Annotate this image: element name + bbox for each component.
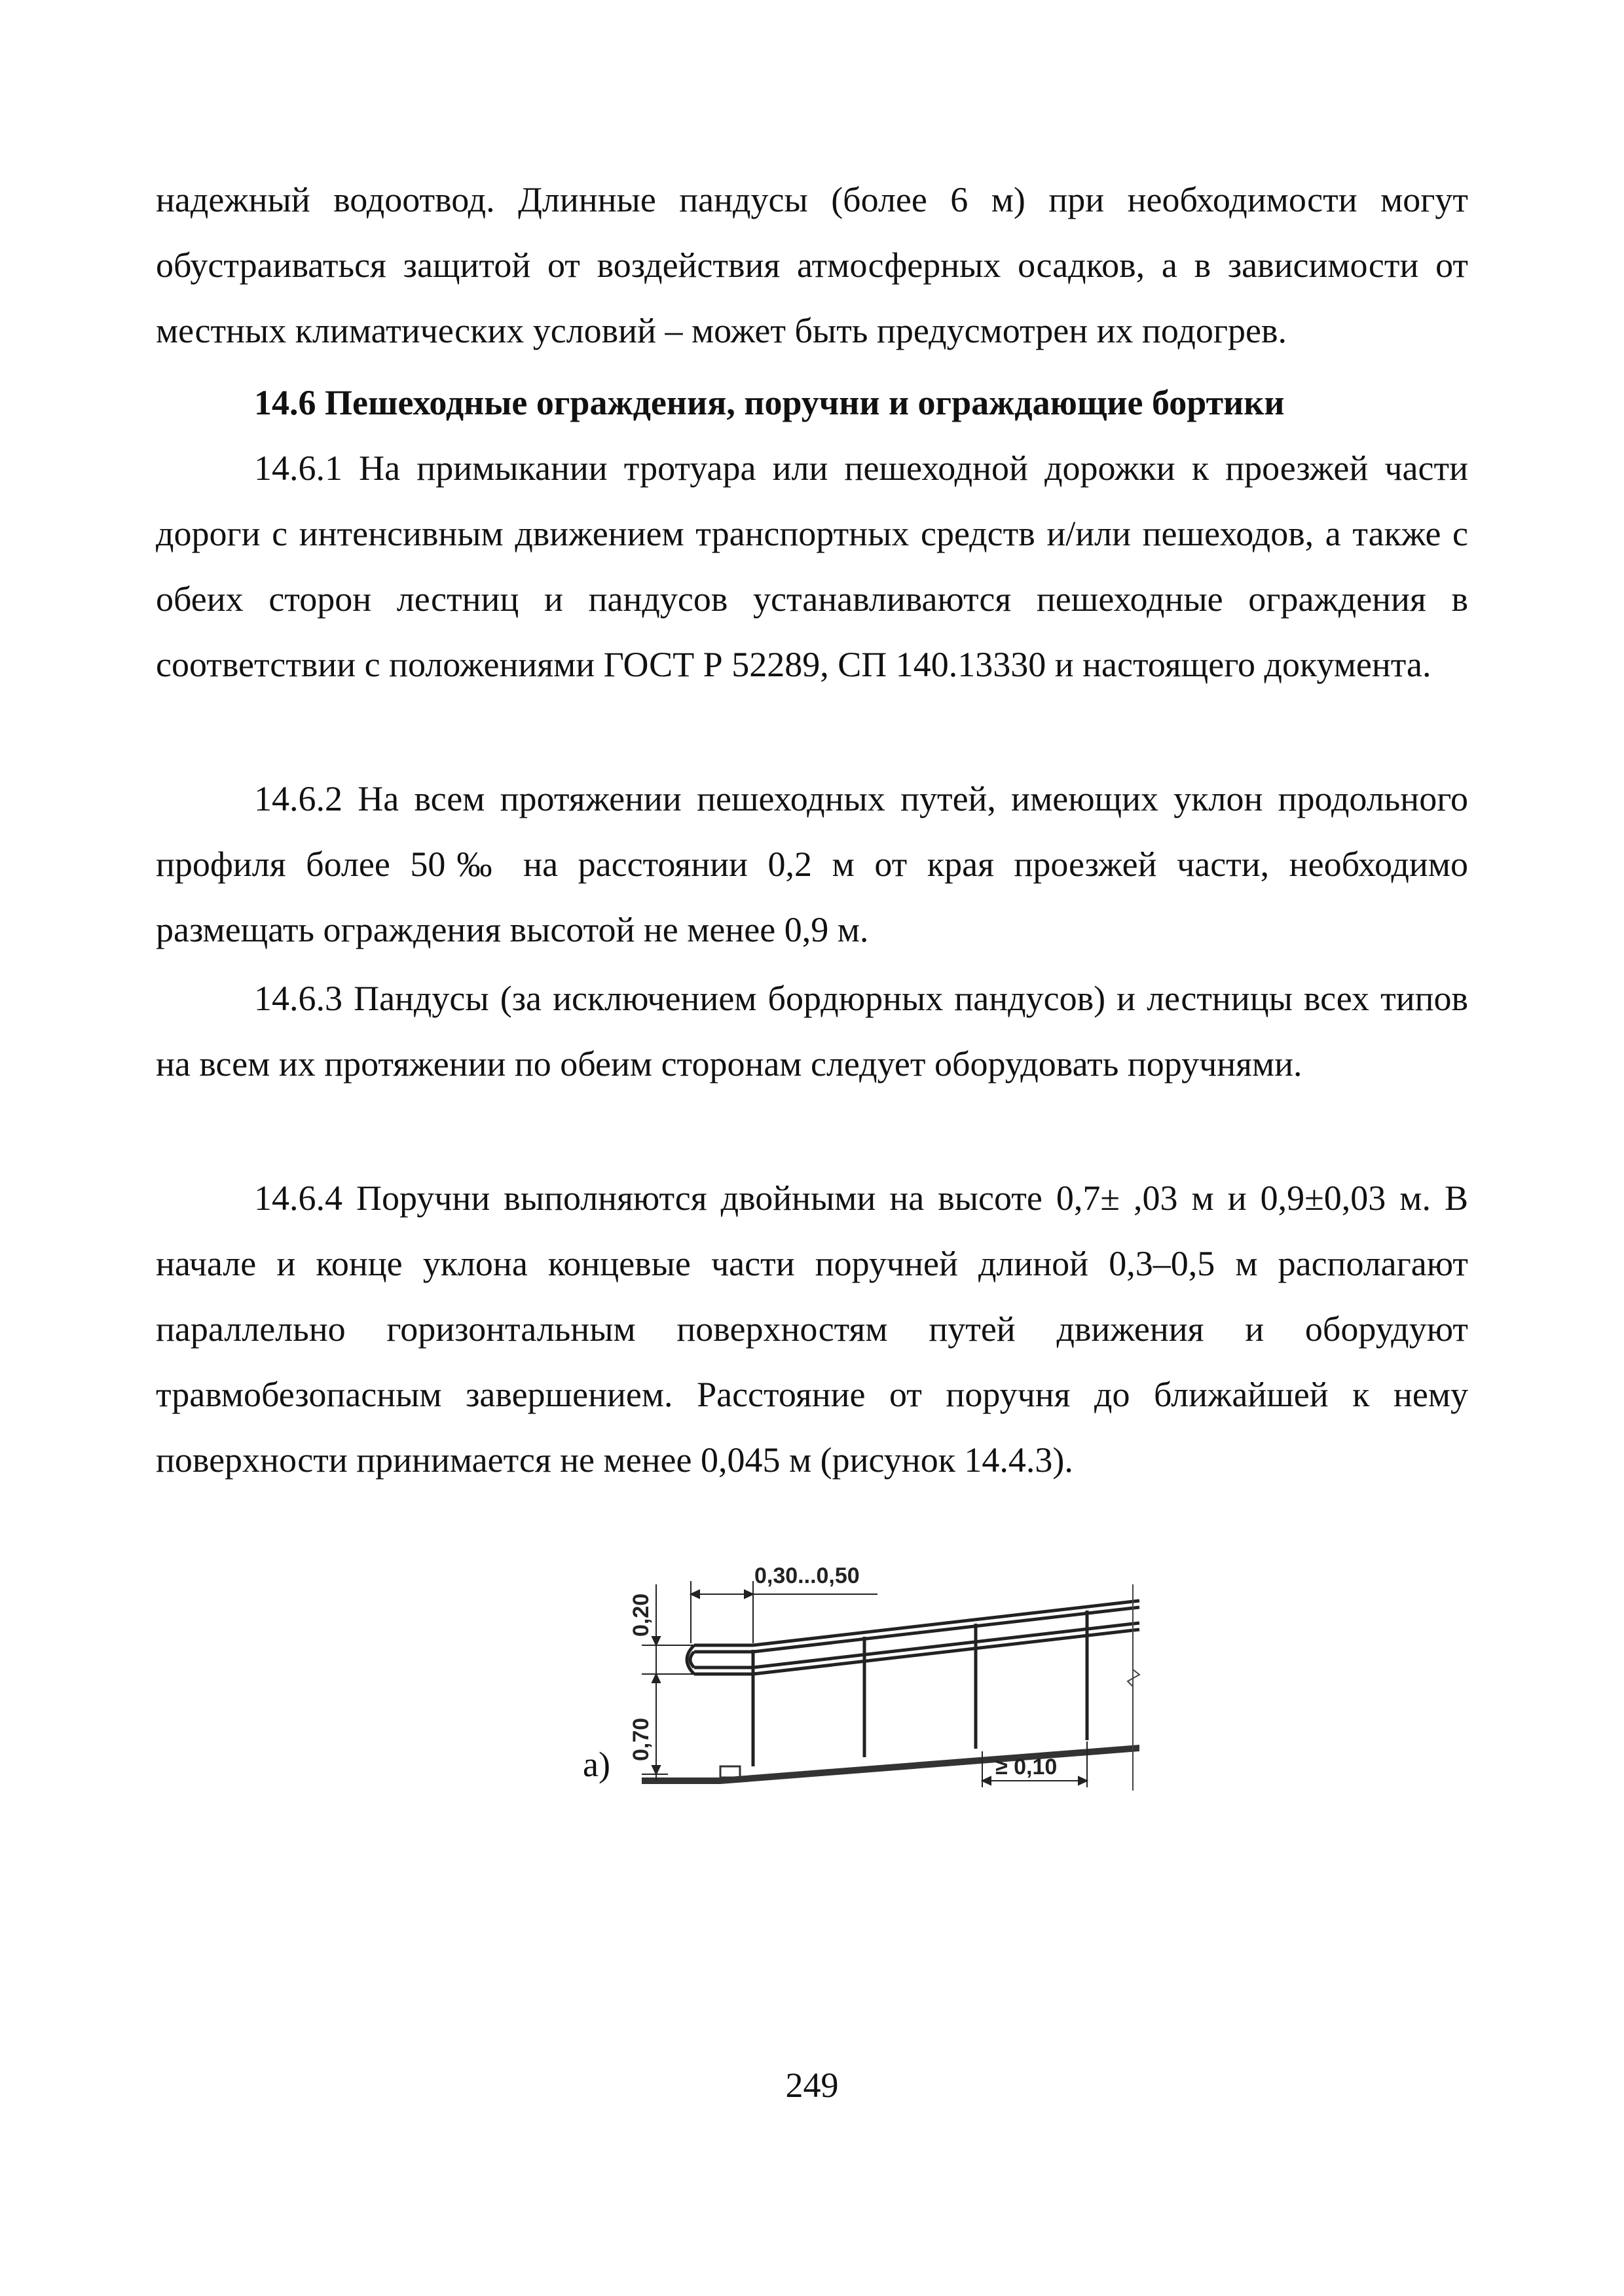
handrails bbox=[687, 1601, 1139, 1674]
paragraph-14-6-4: 14.6.4 Поручни выполняются двойными на высоте 0,7± ,03 м и 0,9±0,03 м. В начале и конце уклона концевые части поручней длиной 0,3–0,5 м располагают параллельно горизонтальным поверхностям путей движения и оборудуют травмобезопасным завершением. Расстояние от поручня до ближайшей к нему поверхности принимается не менее 0,045 м (рисунок 14.4.3). bbox=[156, 1178, 1468, 1480]
paragraph-14-6-1: 14.6.1 На примыкании тротуара или пешеходной дорожки к проезжей части дороги с интенсивным движением транспортных средств и/или пешеходов, а также с обеих сторон лестниц и пандусов устанавливаются пешеходные ограждения в соответствии с положениями ГОСТ Р 52289, СП 140.13330 и настоящего документа. bbox=[156, 448, 1468, 684]
paragraph-intro: надежный водоотвод. Длинные пандусы (более 6 м) при необходимости могут обустраиваться защитой от воздействия атмосферных осадков, а в зависимости от местных климатических условий – может быть предусмотрен их подогрев. bbox=[156, 180, 1468, 350]
dim-end-length: 0,30...0,50 bbox=[754, 1563, 860, 1588]
dim-top-height: 0,20 bbox=[629, 1593, 654, 1637]
handrail-figure bbox=[616, 1545, 1166, 1794]
ground-slab bbox=[642, 1745, 1139, 1784]
dim-bottom-height: 0,70 bbox=[629, 1717, 654, 1761]
section-heading: 14.6 Пешеходные ограждения, поручни и ограждающие бортики bbox=[254, 383, 1285, 422]
paragraph-14-6-2: 14.6.2 На всем протяжении пешеходных путей, имеющих уклон продольного профиля более 50‰ на расстоянии 0,2 м от края проезжей части, необходимо размещать ограждения высотой не менее 0,9 м. bbox=[156, 779, 1468, 949]
dim-clearance: ≥ 0,10 bbox=[995, 1755, 1058, 1779]
ramp-start-step bbox=[720, 1766, 740, 1777]
paragraph-14-6-3: 14.6.3 Пандусы (за исключением бордюрных пандусов) и лестницы всех типов на всем их протяжении по обеим сторонам следует оборудовать поручнями. bbox=[156, 979, 1468, 1084]
page-number: 249 bbox=[785, 2066, 839, 2105]
figure-label: а) bbox=[583, 1745, 610, 1784]
